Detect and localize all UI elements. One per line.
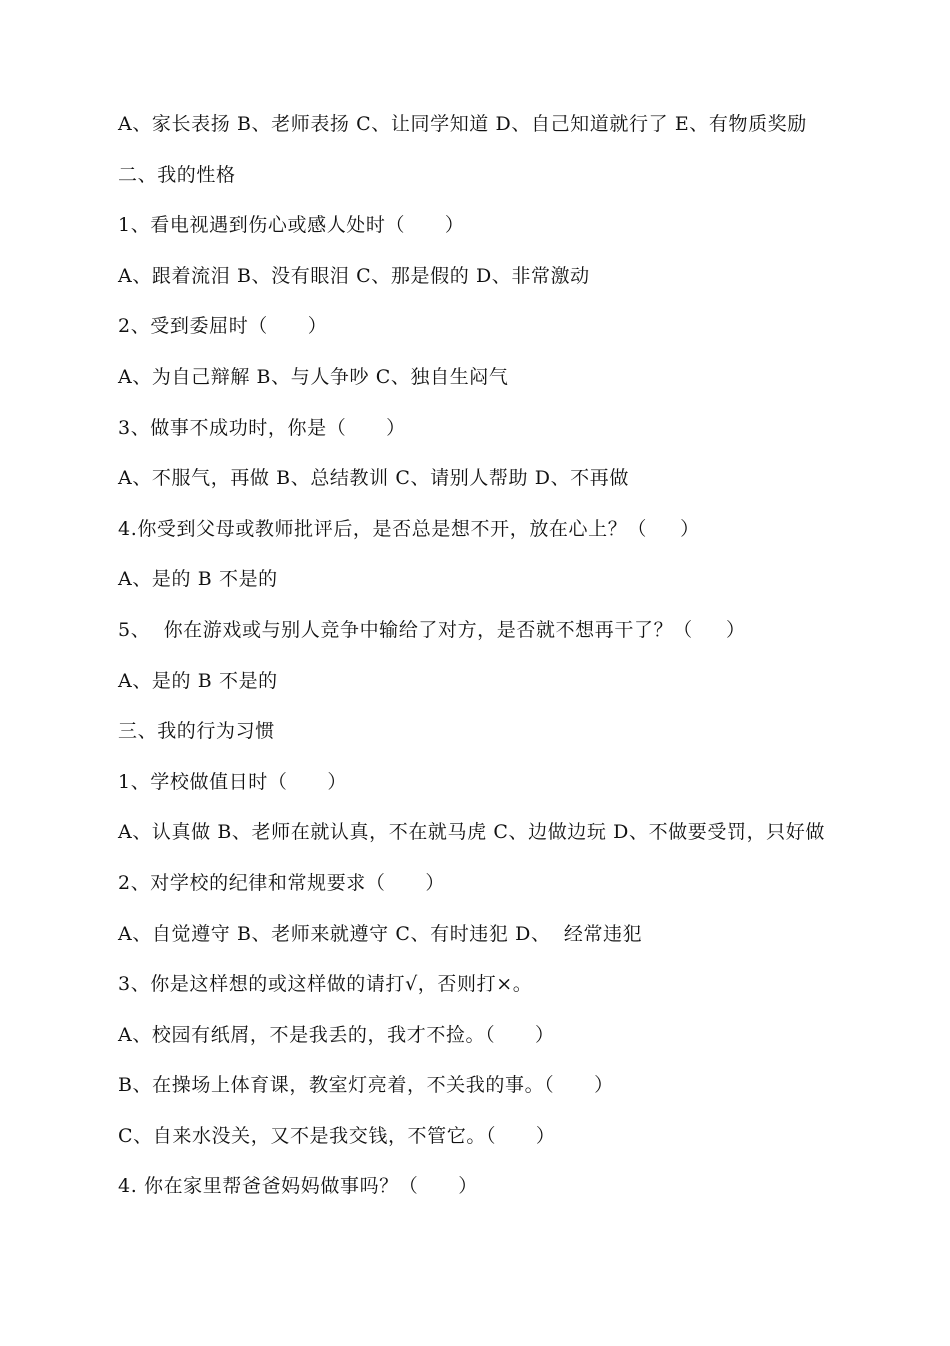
answer-options-line: A、认真做 B、老师在就认真，不在就马虎 C、边做边玩 D、不做要受罚，只好做: [118, 821, 825, 844]
answer-options-line: A、是的 B 不是的: [118, 669, 278, 692]
statement-line: C、自来水没关，又不是我交钱，不管它。（ ）: [118, 1124, 556, 1147]
statement-line: B、在操场上体育课，教室灯亮着，不关我的事。（ ）: [118, 1074, 614, 1097]
answer-options-line: A、是的 B 不是的: [118, 568, 278, 591]
question-line: 3、做事不成功时，你是（ ）: [118, 416, 406, 439]
answer-options-line: A、为自己辩解 B、与人争吵 C、独自生闷气: [118, 365, 509, 388]
questionnaire-text: [118, 108, 918, 1221]
answer-options-line: A、家长表扬 B、老师表扬 C、让同学知道 D、自己知道就行了 E、有物质奖励: [118, 113, 807, 135]
question-line: 1、学校做值日时（ ）: [118, 770, 347, 793]
question-line: 1、看电视遇到伤心或感人处时（ ）: [118, 214, 465, 237]
answer-options-line: A、不服气，再做 B、总结教训 C、请别人帮助 D、不再做: [118, 467, 629, 490]
answer-options-line: A、跟着流泪 B、没有眼泪 C、那是假的 D、非常激动: [118, 264, 590, 287]
statement-line: A、校园有纸屑，不是我丢的，我才不捡。（ ）: [118, 1023, 555, 1046]
section-heading: 三、我的行为习惯: [118, 720, 275, 743]
question-line: 4.你受到父母或教师批评后，是否总是想不开，放在心上？（ ）: [118, 517, 700, 540]
question-line: 5、 你在游戏或与别人竞争中输给了对方，是否就不想再干了？（ ）: [118, 618, 746, 641]
question-line: 2、受到委屈时（ ）: [118, 315, 328, 338]
section-heading: 二、我的性格: [118, 163, 236, 186]
question-line: 3、你是这样想的或这样做的请打√，否则打×。: [118, 973, 533, 996]
question-line: 4. 你在家里帮爸爸妈妈做事吗？（ ）: [118, 1175, 478, 1198]
question-line: 2、对学校的纪律和常规要求（ ）: [118, 871, 445, 894]
answer-options-line: A、自觉遵守 B、老师来就遵守 C、有时违犯 D、 经常违犯: [118, 922, 643, 945]
